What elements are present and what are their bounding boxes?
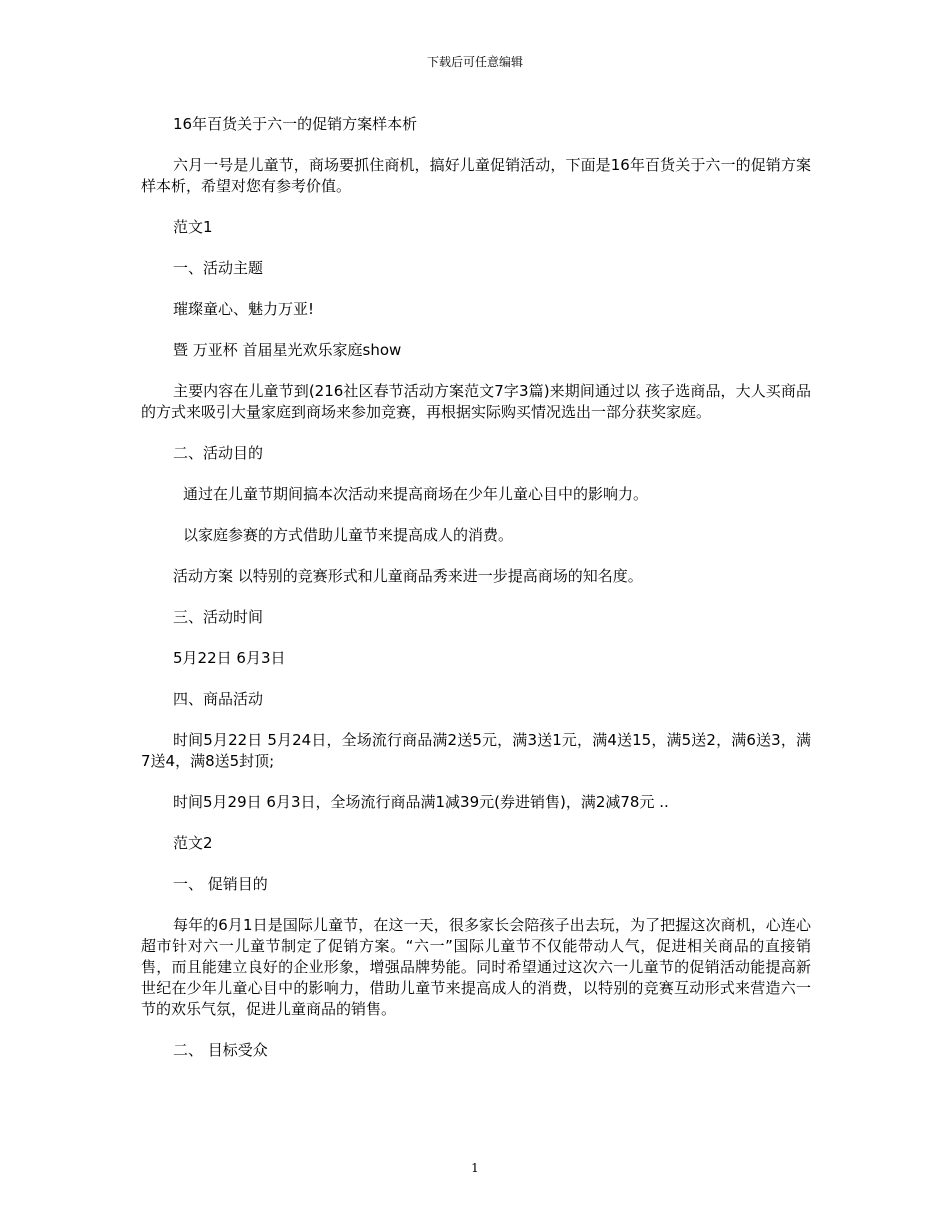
theme-event-name: 暨 万亚杯 首届星光欢乐家庭show — [173, 341, 402, 359]
section-label-sample-2: 范文2 — [173, 834, 213, 852]
activity-dates: 5月22日 6月3日 — [173, 649, 286, 667]
page-header: 下载后可任意编辑 — [426, 55, 523, 69]
document-title: 16年百货关于六一的促销方案样本析 — [173, 115, 418, 133]
heading-promotion-purpose: 一、 促销目的 — [173, 875, 268, 893]
theme-slogan: 璀璨童心、魅力万亚! — [173, 300, 315, 318]
heading-target-audience: 二、 目标受众 — [173, 1041, 268, 1059]
purpose-item-1: 通过在儿童节期间搞本次活动来提高商场在少年儿童心目中的影响力。 — [183, 485, 649, 503]
document-body — [141, 114, 811, 1081]
intro-paragraph: 六月一号是儿童节，商场要抓住商机，搞好儿童促销活动，下面是16年百货关于六一的促销方案样本析，希望对您有参考价值。 — [141, 156, 811, 195]
activity-plan-line: 活动方案 以特别的竞赛形式和儿童商品秀来进一步提高商场的知名度。 — [173, 567, 643, 585]
section-label-sample-1: 范文1 — [173, 218, 213, 236]
product-activity-period-1: 时间5月22日 5月24日，全场流行商品满2送5元，满3送1元，满4送15，满5送2，满6送3，满7送4，满8送5封顶; — [141, 731, 811, 770]
heading-product-activity: 四、商品活动 — [173, 690, 264, 708]
promotion-purpose-paragraph: 每年的6月1日是国际儿童节，在这一天，很多家长会陪孩子出去玩，为了把握这次商机，心连心超市针对六一儿童节制定了促销方案。“六一”国际儿童节不仅能带动人气，促进相关商品的直接销售，而且能建立良好的企业形象，增强品牌势能。同时希望通过这次六一儿童节的促销活动能提高新世纪在少年儿童心目中的影响力，借助儿童节来提高成人的消费，以特别的竞赛互动形式来营造六一节的欢乐气氛，促进儿童商品的销售。 — [141, 916, 811, 1018]
product-activity-period-2: 时间5月29日 6月3日，全场流行商品满1减39元(券进销售)，满2减78元 .. — [173, 793, 669, 811]
page-number: 1 — [471, 1161, 479, 1175]
heading-activity-theme: 一、活动主题 — [173, 259, 264, 277]
heading-activity-purpose: 二、活动目的 — [173, 444, 264, 462]
purpose-item-2: 以家庭参赛的方式借助儿童节来提高成人的消费。 — [183, 526, 514, 544]
heading-activity-time: 三、活动时间 — [173, 608, 264, 626]
main-content-paragraph: 主要内容在儿童节到(216社区春节活动方案范文7字3篇)来期间通过以 孩子选商品，大人买商品 的方式来吸引大量家庭到商场来参加竞赛，再根据实际购买情况选出一部分获奖家庭。 — [141, 382, 811, 421]
